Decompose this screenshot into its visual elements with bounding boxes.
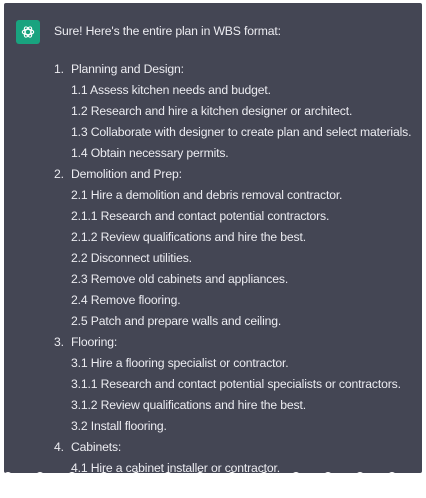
section-title: Demolition and Prep:: [71, 167, 182, 181]
message-content: [54, 21, 414, 473]
section-title: Flooring:: [71, 335, 118, 349]
list-item: 3.1.1 Research and contact potential specialists or contractors.: [71, 377, 401, 391]
torn-edge-decoration: [0, 454, 426, 498]
section-heading: [54, 59, 414, 80]
section-heading: [54, 164, 414, 185]
message-intro: Sure! Here's the entire plan in WBS format:: [54, 24, 281, 38]
assistant-message: [4, 3, 422, 473]
list-item: 2.5 Patch and prepare walls and ceiling.: [71, 314, 282, 328]
section-title: Planning and Design:: [71, 62, 184, 76]
list-item: 2.1 Hire a demolition and debris removal contractor.: [71, 188, 343, 202]
section-number: 1.: [54, 62, 64, 76]
list-item: 1.3 Collaborate with designer to create plan and select materials.: [71, 125, 412, 139]
list-item: 2.1.2 Review qualifications and hire the best.: [71, 230, 306, 244]
section-heading: [54, 332, 414, 353]
list-item: 3.1 Hire a flooring specialist or contractor.: [71, 356, 289, 370]
list-item: 4.1 Hire a cabinet installer or contractor.: [71, 461, 280, 473]
list-item: 3.2 Install flooring.: [71, 419, 167, 433]
list-item: 1.4 Obtain necessary permits.: [71, 146, 229, 160]
section-number: 4.: [54, 440, 64, 454]
list-item: 3.1.2 Review qualifications and hire the best.: [71, 398, 306, 412]
section-number: 2.: [54, 167, 64, 181]
openai-logo-icon: [20, 24, 36, 40]
section-title: Cabinets:: [71, 440, 122, 454]
list-item: 2.2 Disconnect utilities.: [71, 251, 192, 265]
section-number: 3.: [54, 335, 64, 349]
list-item: 1.1 Assess kitchen needs and budget.: [71, 83, 271, 97]
list-item: 1.2 Research and hire a kitchen designer or architect.: [71, 104, 353, 118]
list-item: 2.4 Remove flooring.: [71, 293, 181, 307]
wbs-list: [54, 59, 414, 473]
list-item: 2.3 Remove old cabinets and appliances.: [71, 272, 289, 286]
assistant-avatar: [16, 20, 40, 44]
list-item: 2.1.1 Research and contact potential contractors.: [71, 209, 330, 223]
